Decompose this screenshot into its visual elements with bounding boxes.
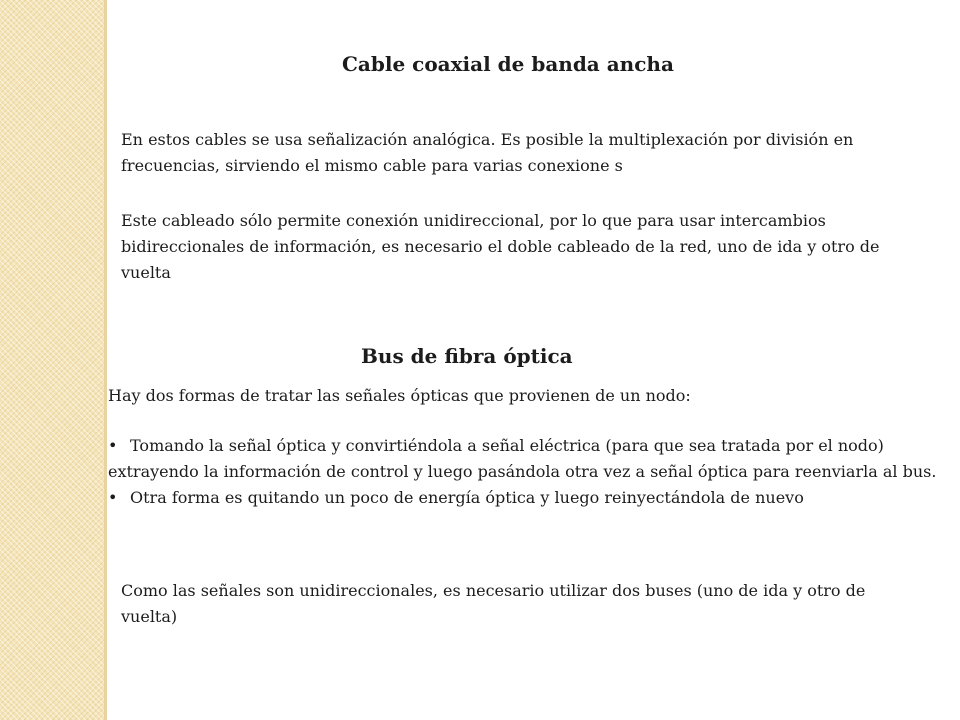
bullet-text: Otra forma es quitando un poco de energía óptica y luego reinyectándola de nuevo [130, 488, 804, 507]
list-item [108, 485, 938, 511]
decorative-side-strip [0, 0, 104, 720]
bullet-icon: • [108, 488, 118, 507]
section-title-fiber-bus: Bus de fibra óptica [361, 344, 573, 368]
section-title-coaxial: Cable coaxial de banda ancha [342, 52, 674, 76]
paragraph-two-buses: Como las señales son unidireccionales, es necesario utilizar dos buses (uno de ida y otro de vuelta) [121, 581, 866, 626]
list-item [108, 433, 938, 485]
paragraph-analog-signaling: En estos cables se usa señalización analógica. Es posible la multiplexación por división en frecuencias, sirviendo el mismo cable para varias conexione s [121, 130, 854, 175]
paragraph-unidirectional: Este cableado sólo permite conexión unidireccional, por lo que para usar intercambios bidireccionales de información, es necesario el doble cableado de la red, uno de ida y otro de vuelta [121, 211, 880, 282]
bullet-text: Tomando la señal óptica y convirtiéndola a señal eléctrica (para que sea tratada por el nodo) extrayendo la información de control y luego pasándola otra vez a señal óptica para reenviarla al bus. [108, 436, 937, 481]
paragraph-fiber-intro: Hay dos formas de tratar las señales ópticas que provienen de un nodo: [108, 386, 691, 405]
bullet-list [108, 433, 938, 511]
bullet-icon: • [108, 436, 118, 455]
side-strip-edge [104, 0, 107, 720]
